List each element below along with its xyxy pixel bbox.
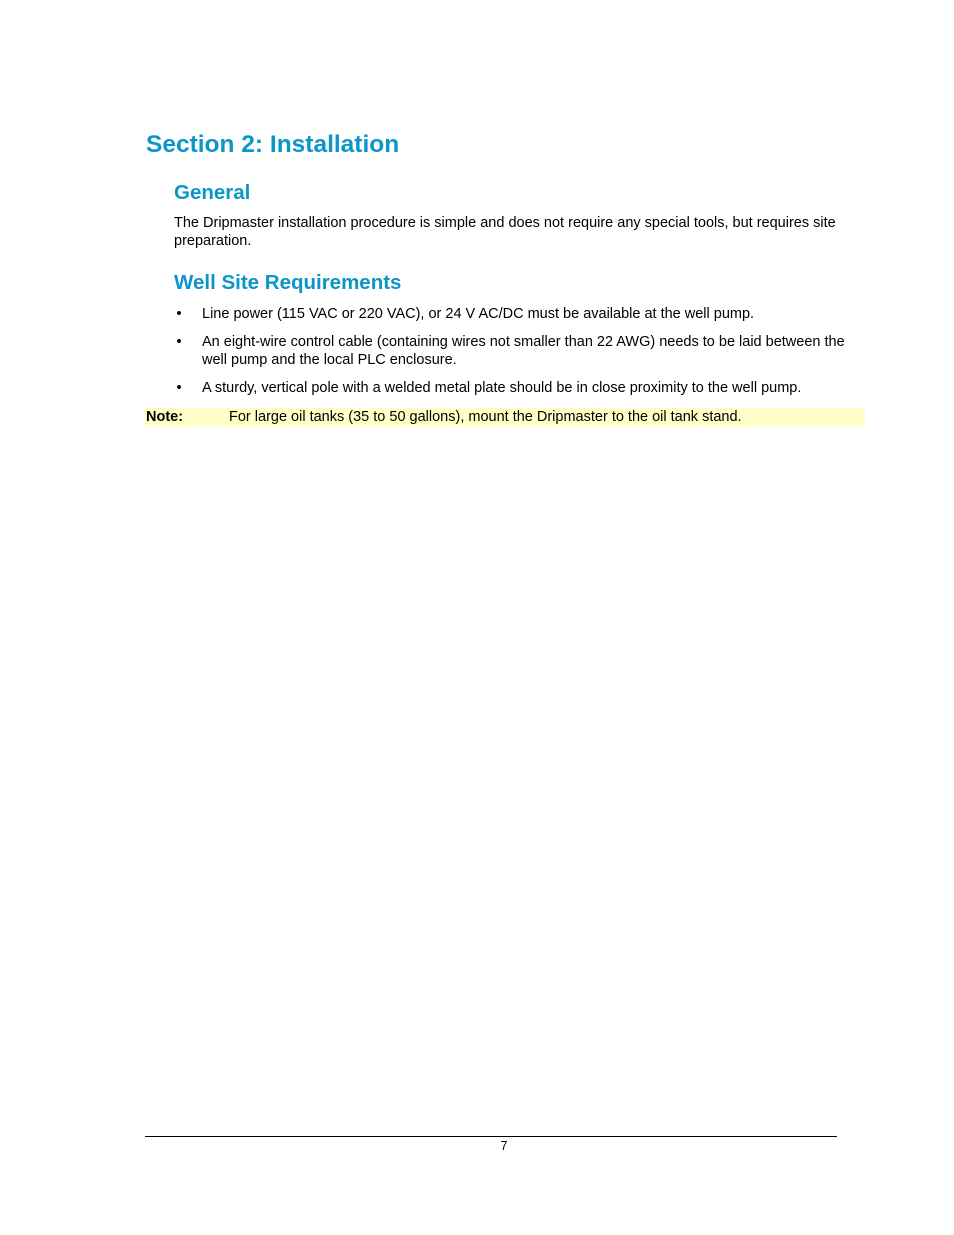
- list-item: [174, 379, 864, 397]
- page-number: 7: [500, 1139, 508, 1153]
- section-title: Section 2: Installation: [146, 131, 400, 158]
- well-site-heading: Well Site Requirements: [174, 271, 402, 294]
- list-item-text: An eight-wire control cable (containing wires not smaller than 22 AWG) needs to be laid between the well pump and the local PLC enclosure.: [202, 334, 845, 368]
- general-paragraph: The Dripmaster installation procedure is simple and does not require any special tools, but requires site preparation.: [174, 215, 836, 249]
- requirements-list: [174, 305, 864, 407]
- footer-divider: [145, 1136, 837, 1137]
- note-box: [145, 408, 865, 427]
- list-item: [174, 305, 864, 323]
- note-text: For large oil tanks (35 to 50 gallons), mount the Dripmaster to the oil tank stand.: [229, 409, 742, 425]
- bullet-icon: •: [176, 334, 182, 350]
- list-item-text: A sturdy, vertical pole with a welded metal plate should be in close proximity to the well pump.: [202, 380, 802, 396]
- general-heading: General: [174, 181, 251, 204]
- note-label: Note:: [146, 409, 184, 425]
- bullet-icon: •: [176, 306, 182, 322]
- list-item: [174, 333, 864, 369]
- bullet-icon: •: [176, 380, 182, 396]
- list-item-text: Line power (115 VAC or 220 VAC), or 24 V AC/DC must be available at the well pump.: [202, 306, 755, 322]
